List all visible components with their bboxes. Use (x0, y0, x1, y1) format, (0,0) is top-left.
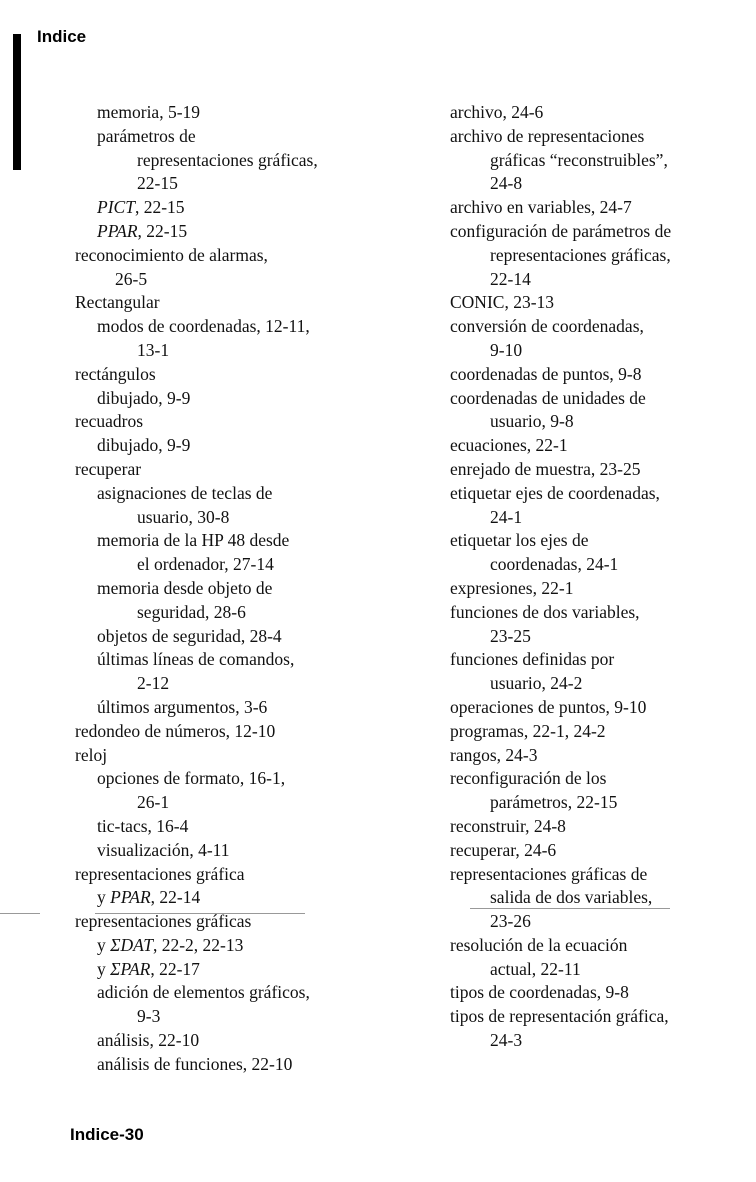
index-entry: gráficas “reconstruibles”, (490, 149, 668, 170)
index-entry: opciones de formato, 16-1, (97, 768, 286, 789)
index-entry: 23-25 (490, 625, 531, 646)
index-entry: rangos, 24-3 (450, 744, 538, 765)
index-entry: programas, 22-1, 24-2 (450, 720, 606, 741)
index-entry: 22-15 (137, 173, 178, 194)
index-entry: 26-5 (115, 268, 148, 289)
index-entry: configuración de parámetros de (450, 220, 672, 241)
index-entry: representaciones gráficas, (137, 149, 318, 170)
page-header-title: Indice (37, 27, 87, 46)
index-entry: memoria desde objeto de (97, 577, 273, 598)
index-entry: asignaciones de teclas de (97, 482, 273, 503)
index-entry: enrejado de muestra, 23-25 (450, 458, 641, 479)
index-entry: memoria de la HP 48 desde (97, 530, 290, 551)
index-entry: 2-12 (137, 673, 170, 694)
index-entry: rectángulos (75, 363, 156, 384)
index-entry: coordenadas, 24-1 (490, 554, 619, 575)
index-entry: objetos de seguridad, 28-4 (97, 625, 282, 646)
index-entry: tipos de representación gráfica, (450, 1006, 669, 1027)
index-entry: coordenadas de unidades de (450, 387, 646, 408)
page-footer-label: Indice-30 (70, 1125, 144, 1144)
index-entry: etiquetar los ejes de (450, 530, 589, 551)
index-entry: y ΣDAT, 22-2, 22-13 (97, 934, 244, 955)
index-entry: 9-10 (490, 339, 523, 360)
index-entry: y PPAR, 22-14 (97, 887, 201, 908)
index-entry: 26-1 (137, 792, 170, 813)
index-entry: análisis, 22-10 (97, 1030, 200, 1051)
index-entry: 24-1 (490, 506, 523, 527)
index-entry: análisis de funciones, 22-10 (97, 1053, 293, 1074)
index-entry: archivo en variables, 24-7 (450, 197, 632, 218)
index-entry: dibujado, 9-9 (97, 435, 191, 456)
index-entry: últimos argumentos, 3-6 (97, 696, 268, 717)
index-entry: parámetros de (97, 125, 196, 146)
index-entry: adición de elementos gráficos, (97, 982, 310, 1003)
index-entry: Rectangular (75, 292, 160, 313)
index-entry: funciones de dos variables, (450, 601, 640, 622)
index-entry: representaciones gráficas (75, 911, 252, 932)
scan-rule-mid (95, 913, 305, 914)
index-entry: 9-3 (137, 1006, 161, 1027)
index-entry: memoria, 5-19 (97, 102, 201, 122)
index-entry: el ordenador, 27-14 (137, 554, 274, 575)
index-entry: 24-3 (490, 1030, 523, 1051)
index-entry: etiquetar ejes de coordenadas, (450, 482, 660, 503)
index-entry: representaciones gráficas de (450, 863, 648, 884)
index-entry: recuperar (75, 458, 142, 479)
index-entry: usuario, 24-2 (490, 673, 583, 694)
index-entry: 22-14 (490, 268, 531, 289)
index-entry: visualización, 4-11 (97, 839, 230, 860)
index-entry: tic-tacs, 16-4 (97, 815, 189, 836)
index-entry: resolución de la ecuación (450, 934, 628, 955)
index-column-left (75, 101, 405, 1077)
index-entry: expresiones, 22-1 (450, 577, 574, 598)
index-entry: operaciones de puntos, 9-10 (450, 696, 647, 717)
index-entry: actual, 22-11 (490, 958, 581, 979)
index-entry: recuadros (75, 411, 144, 432)
index-entry: archivo, 24-6 (450, 102, 544, 122)
index-entry: reconfiguración de los (450, 768, 607, 789)
index-entry: representaciones gráficas, (490, 244, 671, 265)
index-entry: PPAR, 22-15 (97, 220, 188, 241)
index-entry: archivo de representaciones (450, 125, 645, 146)
index-entry: representaciones gráfica (75, 863, 245, 884)
index-entry: reloj (75, 744, 108, 765)
index-entry: PICT, 22-15 (97, 197, 185, 218)
index-entry: 23-26 (490, 911, 531, 932)
index-entry: conversión de coordenadas, (450, 316, 644, 337)
index-entry: parámetros, 22-15 (490, 792, 618, 813)
index-entry: usuario, 9-8 (490, 411, 574, 432)
index-entry: funciones definidas por (450, 649, 615, 670)
index-entry: reconstruir, 24-8 (450, 815, 566, 836)
index-entry: coordenadas de puntos, 9-8 (450, 363, 642, 384)
index-entry: tipos de coordenadas, 9-8 (450, 982, 629, 1003)
index-column-right (428, 101, 748, 1053)
index-entry: recuperar, 24-6 (450, 839, 557, 860)
index-entry: y ΣPAR, 22-17 (97, 958, 200, 979)
index-entry: usuario, 30-8 (137, 506, 230, 527)
scan-rule-right (470, 908, 670, 909)
index-entry: dibujado, 9-9 (97, 387, 191, 408)
index-entry: reconocimiento de alarmas, (75, 244, 268, 265)
index-entry: CONIC, 23-13 (450, 292, 555, 313)
index-entry: redondeo de números, 12-10 (75, 720, 276, 741)
scan-rule-left (0, 913, 40, 914)
index-entry: seguridad, 28-6 (137, 601, 246, 622)
index-entry: salida de dos variables, (490, 887, 653, 908)
index-entry: ecuaciones, 22-1 (450, 435, 568, 456)
index-entry: 24-8 (490, 173, 523, 194)
index-entry: 13-1 (137, 339, 170, 360)
index-entry: últimas líneas de comandos, (97, 649, 295, 670)
index-entry: modos de coordenadas, 12-11, (97, 316, 310, 337)
section-marker-bar (13, 34, 21, 170)
